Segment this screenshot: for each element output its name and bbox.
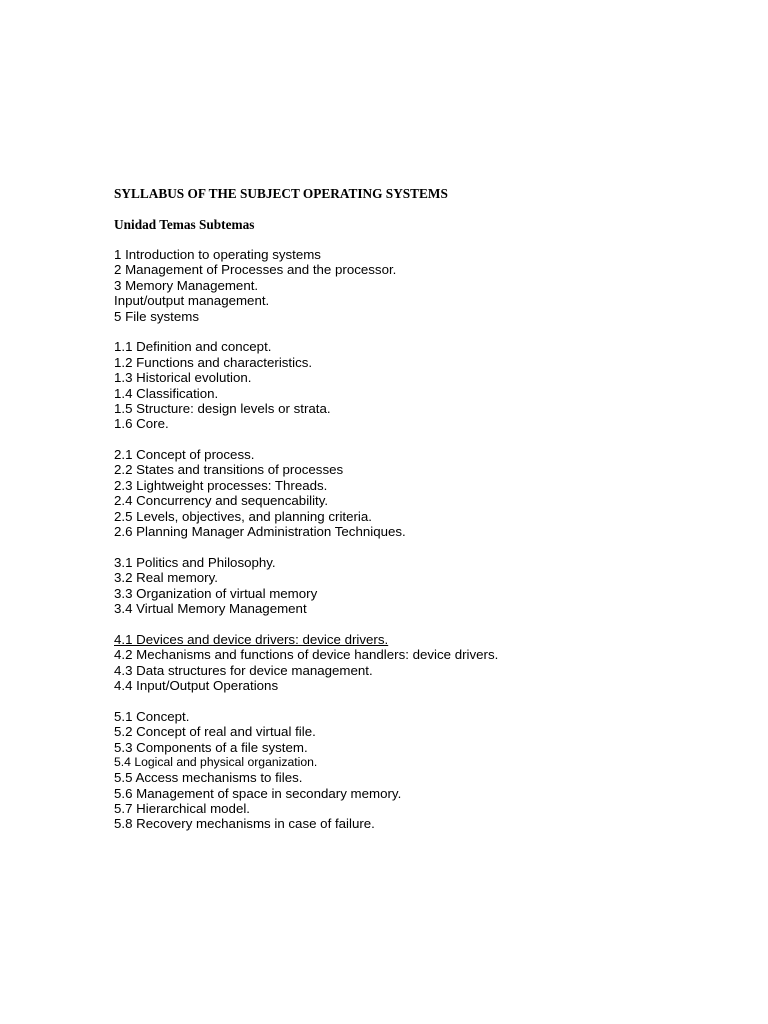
unit-item: 5 File systems bbox=[114, 308, 199, 324]
subtopic-item: 1.3 Historical evolution. bbox=[114, 370, 252, 386]
subtopic-item: 1.2 Functions and characteristics. bbox=[114, 354, 313, 370]
document-page bbox=[114, 185, 734, 847]
subtopic-item: 2.6 Planning Manager Administration Techniques. bbox=[114, 524, 406, 540]
subtopic-item: 5.5 Access mechanisms to files. bbox=[114, 770, 303, 786]
unit-item: Input/output management. bbox=[114, 293, 270, 309]
subtopic-item: 4.3 Data structures for device management. bbox=[114, 662, 373, 678]
subtopic-item: 2.1 Concept of process. bbox=[114, 447, 255, 463]
subtopic-item: 5.8 Recovery mechanisms in case of failure. bbox=[114, 816, 375, 832]
subtopic-item: 1.5 Structure: design levels or strata. bbox=[114, 400, 331, 416]
subtopic-item: 2.4 Concurrency and sequencability. bbox=[114, 493, 329, 509]
subtopic-item: 5.6 Management of space in secondary memory. bbox=[114, 785, 402, 801]
subtopic-item: 3.2 Real memory. bbox=[114, 570, 218, 586]
subtopic-item: 2.3 Lightweight processes: Threads. bbox=[114, 477, 328, 493]
unit-item: 1 Introduction to operating systems bbox=[114, 247, 321, 262]
units-list bbox=[114, 247, 734, 324]
subtopic-item: 3.3 Organization of virtual memory bbox=[114, 585, 318, 601]
subtopic-item: 5.3 Components of a file system. bbox=[114, 739, 308, 755]
subtopic-item: 2.2 States and transitions of processes bbox=[114, 462, 344, 478]
unit2-subtopics bbox=[114, 447, 734, 539]
subtopic-item-underlined: 4.1 Devices and device drivers: device drivers. bbox=[114, 631, 389, 647]
unit-item: 2 Management of Processes and the processor. bbox=[114, 262, 397, 278]
document-title: SYLLABUS OF THE SUBJECT OPERATING SYSTEMS bbox=[114, 186, 448, 201]
subtopic-item: 1.4 Classification. bbox=[114, 385, 219, 401]
unit-item: 3 Memory Management. bbox=[114, 277, 259, 293]
subtopic-item: 3.1 Politics and Philosophy. bbox=[114, 554, 276, 570]
subtopic-item: 2.5 Levels, objectives, and planning criteria. bbox=[114, 508, 372, 524]
unit4-subtopics bbox=[114, 632, 734, 694]
subtopic-item: 5.1 Concept. bbox=[114, 708, 190, 724]
subtopic-item: 4.4 Input/Output Operations bbox=[114, 677, 279, 693]
unit1-subtopics bbox=[114, 339, 734, 431]
subtopic-item: 5.4 Logical and physical organization. bbox=[114, 754, 318, 769]
subtopic-item: 1.1 Definition and concept. bbox=[114, 339, 272, 355]
subtopic-item: 1.6 Core. bbox=[114, 416, 169, 432]
unit3-subtopics bbox=[114, 555, 734, 617]
subtopic-item: 3.4 Virtual Memory Management bbox=[114, 600, 307, 616]
unit5-subtopics bbox=[114, 709, 734, 832]
document-subtitle: Unidad Temas Subtemas bbox=[114, 217, 255, 232]
subtopic-item: 4.2 Mechanisms and functions of device handlers: device drivers. bbox=[114, 647, 499, 663]
subtopic-item: 5.7 Hierarchical model. bbox=[114, 801, 250, 817]
subtopic-item: 5.2 Concept of real and virtual file. bbox=[114, 724, 316, 740]
